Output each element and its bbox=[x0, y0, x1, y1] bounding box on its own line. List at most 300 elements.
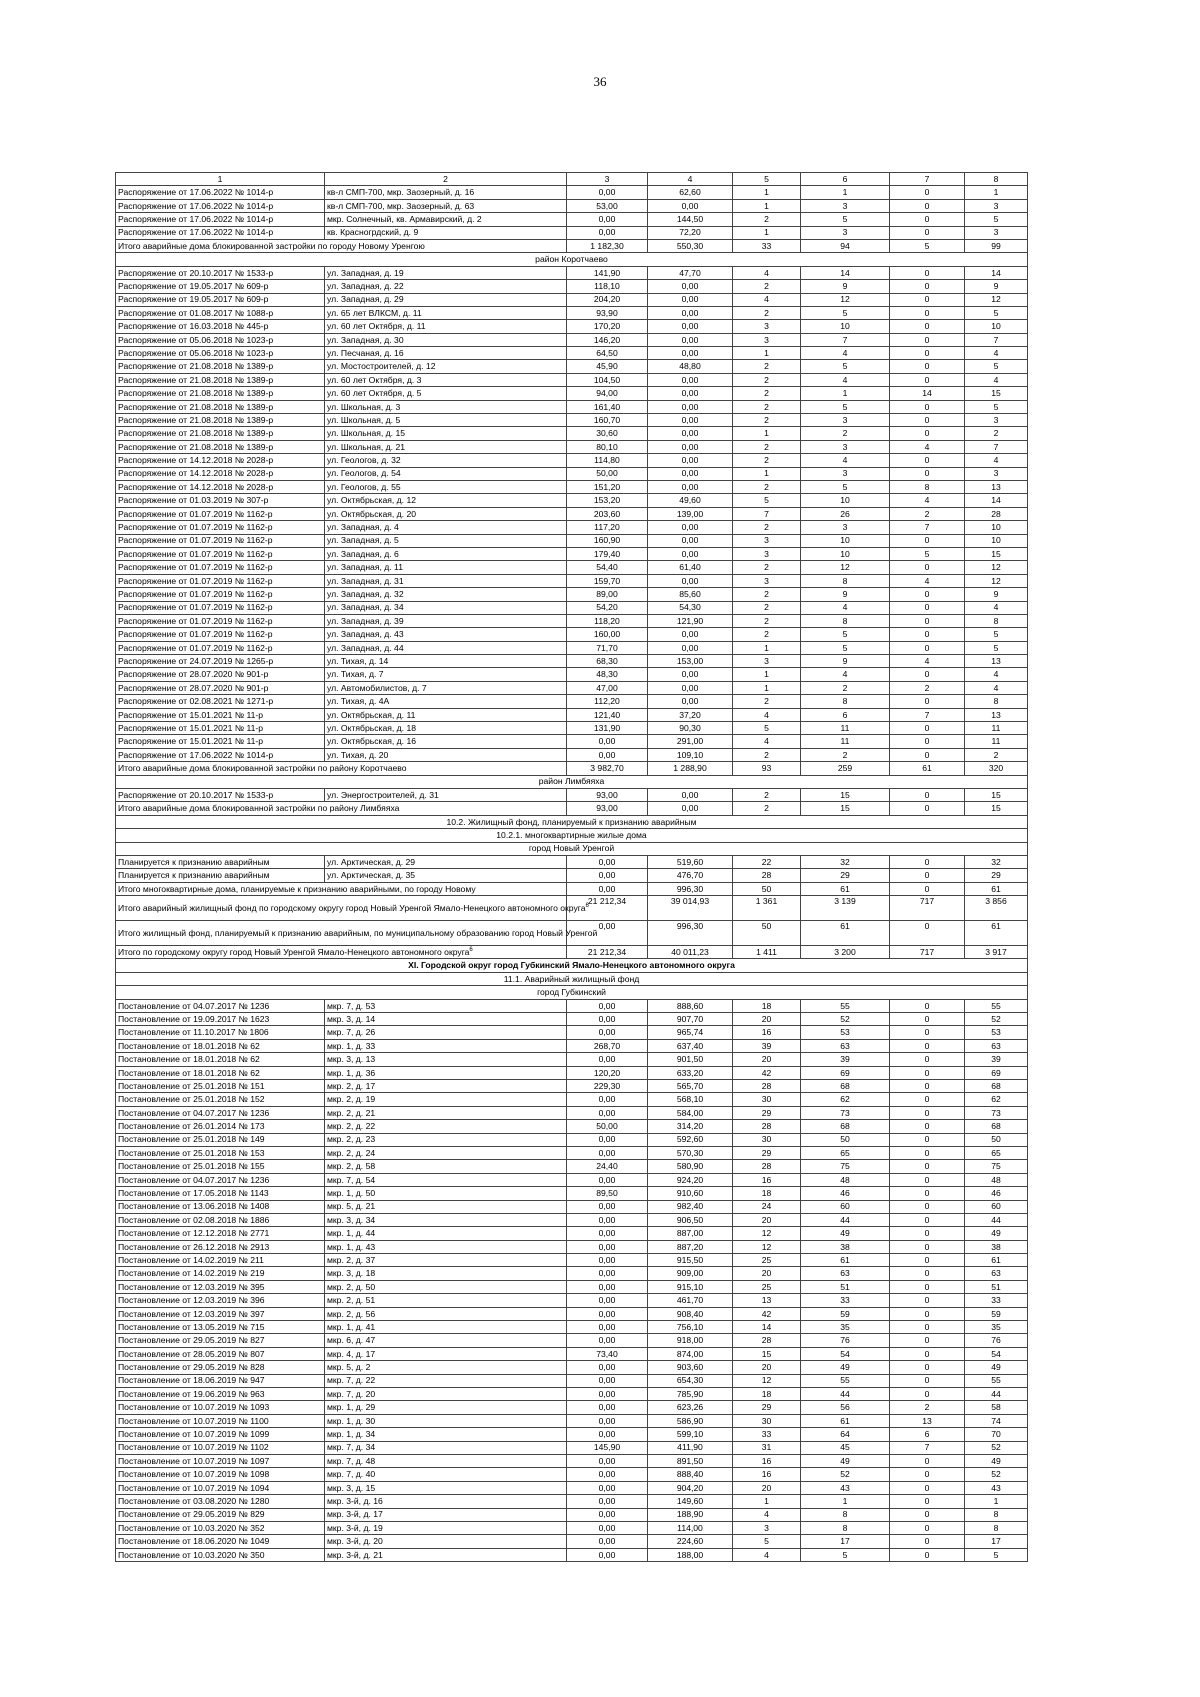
value-cell: 1 bbox=[965, 1495, 1028, 1508]
value-cell: 0,00 bbox=[648, 347, 733, 360]
document-cell: Планируется к признанию аварийным bbox=[116, 855, 325, 868]
value-cell: 4 bbox=[965, 347, 1028, 360]
document-cell: Постановление от 10.07.2019 № 1098 bbox=[116, 1468, 325, 1481]
value-cell: 1 bbox=[801, 1495, 890, 1508]
value-cell: 4 bbox=[801, 347, 890, 360]
value-cell: 70 bbox=[965, 1428, 1028, 1441]
value-cell: 0 bbox=[890, 1280, 965, 1293]
column-number: 4 bbox=[648, 173, 733, 186]
value-cell: 224,60 bbox=[648, 1535, 733, 1548]
value-cell: 69 bbox=[801, 1066, 890, 1079]
value-cell: 0,00 bbox=[567, 1454, 648, 1467]
table-row bbox=[116, 494, 1028, 507]
value-cell: 14 bbox=[801, 266, 890, 279]
address-cell: мкр. 7, д. 34 bbox=[325, 1441, 567, 1454]
table-row bbox=[116, 1106, 1028, 1119]
value-cell: 63 bbox=[801, 1039, 890, 1052]
document-cell: Постановление от 10.07.2019 № 1093 bbox=[116, 1401, 325, 1414]
table-row bbox=[116, 1401, 1028, 1414]
address-cell: ул. Западная, д. 39 bbox=[325, 614, 567, 627]
value-cell: 188,00 bbox=[648, 1548, 733, 1561]
value-cell: 904,20 bbox=[648, 1481, 733, 1494]
value-cell: 0 bbox=[890, 1521, 965, 1534]
table-row bbox=[116, 1026, 1028, 1039]
document-cell: Распоряжение от 01.03.2019 № 307-р bbox=[116, 494, 325, 507]
value-cell: 2 bbox=[733, 280, 801, 293]
value-cell: 0 bbox=[890, 427, 965, 440]
address-cell: мкр. 2, д. 51 bbox=[325, 1294, 567, 1307]
table-row bbox=[116, 186, 1028, 199]
value-cell: 0,00 bbox=[567, 1481, 648, 1494]
value-cell: 75 bbox=[965, 1160, 1028, 1173]
table-row bbox=[116, 574, 1028, 587]
value-cell: 982,40 bbox=[648, 1200, 733, 1213]
value-cell: 908,40 bbox=[648, 1307, 733, 1320]
value-cell: 68,30 bbox=[567, 655, 648, 668]
value-cell: 15 bbox=[965, 547, 1028, 560]
value-cell: 4 bbox=[733, 1508, 801, 1521]
value-cell: 94 bbox=[801, 239, 890, 252]
address-cell: ул. Октябрьская, д. 20 bbox=[325, 507, 567, 520]
value-cell: 63 bbox=[965, 1267, 1028, 1280]
address-cell: ул. Автомобилистов, д. 7 bbox=[325, 681, 567, 694]
address-cell: ул. Геологов, д. 55 bbox=[325, 480, 567, 493]
value-cell: 599,10 bbox=[648, 1428, 733, 1441]
table-row bbox=[116, 722, 1028, 735]
value-cell: 1 411 bbox=[733, 946, 801, 959]
column-number: 6 bbox=[801, 173, 890, 186]
value-cell: 4 bbox=[965, 601, 1028, 614]
value-cell: 15 bbox=[801, 802, 890, 815]
document-cell: Постановление от 10.07.2019 № 1097 bbox=[116, 1454, 325, 1467]
total-row bbox=[116, 896, 1028, 921]
address-cell: ул. Школьная, д. 15 bbox=[325, 427, 567, 440]
value-cell: 0,00 bbox=[648, 668, 733, 681]
value-cell: 53 bbox=[965, 1026, 1028, 1039]
value-cell: 0,00 bbox=[567, 1307, 648, 1320]
table-row bbox=[116, 1361, 1028, 1374]
value-cell: 63 bbox=[801, 1267, 890, 1280]
value-cell: 65 bbox=[965, 1146, 1028, 1159]
value-cell: 50,00 bbox=[567, 467, 648, 480]
value-cell: 0,00 bbox=[567, 1334, 648, 1347]
value-cell: 654,30 bbox=[648, 1374, 733, 1387]
document-cell: Постановление от 04.07.2017 № 1236 bbox=[116, 1106, 325, 1119]
value-cell: 2 bbox=[733, 414, 801, 427]
value-cell: 104,50 bbox=[567, 373, 648, 386]
value-cell: 170,20 bbox=[567, 320, 648, 333]
value-cell: 13 bbox=[733, 1294, 801, 1307]
table-row bbox=[116, 320, 1028, 333]
address-cell: мкр. 7, д. 22 bbox=[325, 1374, 567, 1387]
document-cell: Постановление от 18.06.2019 № 947 bbox=[116, 1374, 325, 1387]
value-cell: 0 bbox=[890, 1240, 965, 1253]
value-cell: 7 bbox=[801, 333, 890, 346]
value-cell: 0,00 bbox=[648, 306, 733, 319]
value-cell: 3 bbox=[801, 440, 890, 453]
value-cell: 3 bbox=[733, 320, 801, 333]
table-row bbox=[116, 1454, 1028, 1467]
value-cell: 8 bbox=[965, 1521, 1028, 1534]
table-row bbox=[116, 1227, 1028, 1240]
value-cell: 52 bbox=[965, 1441, 1028, 1454]
value-cell: 8 bbox=[801, 614, 890, 627]
address-cell: ул. Западная, д. 22 bbox=[325, 280, 567, 293]
value-cell: 131,90 bbox=[567, 722, 648, 735]
table-row bbox=[116, 226, 1028, 239]
address-cell: кв-л СМП-700, мкр. Заозерный, д. 63 bbox=[325, 199, 567, 212]
address-cell: ул. Октябрьская, д. 11 bbox=[325, 708, 567, 721]
value-cell: 0,00 bbox=[567, 869, 648, 882]
value-cell: 0 bbox=[890, 467, 965, 480]
address-cell: ул. Западная, д. 5 bbox=[325, 534, 567, 547]
value-cell: 85,60 bbox=[648, 588, 733, 601]
value-cell: 3 bbox=[733, 333, 801, 346]
value-cell: 49 bbox=[801, 1227, 890, 1240]
value-cell: 0 bbox=[890, 588, 965, 601]
total-label: Итого аварийные дома блокированной застройки по району Лимбяяха bbox=[116, 802, 567, 815]
section-heading-row bbox=[116, 815, 1028, 828]
total-row bbox=[116, 946, 1028, 959]
value-cell: 30 bbox=[733, 1093, 801, 1106]
value-cell: 1 bbox=[733, 427, 801, 440]
value-cell: 15 bbox=[965, 788, 1028, 801]
value-cell: 10 bbox=[965, 521, 1028, 534]
address-cell: мкр. 2, д. 19 bbox=[325, 1093, 567, 1106]
table-row bbox=[116, 1053, 1028, 1066]
value-cell: 0 bbox=[890, 1173, 965, 1186]
value-cell: 570,30 bbox=[648, 1146, 733, 1159]
value-cell: 9 bbox=[801, 655, 890, 668]
table-row bbox=[116, 360, 1028, 373]
value-cell: 0,00 bbox=[567, 999, 648, 1012]
section-heading: город Губкинский bbox=[116, 986, 1028, 999]
value-cell: 0 bbox=[890, 266, 965, 279]
value-cell: 0 bbox=[890, 601, 965, 614]
value-cell: 2 bbox=[733, 802, 801, 815]
value-cell: 996,30 bbox=[648, 921, 733, 946]
document-cell: Распоряжение от 17.06.2022 № 1014-р bbox=[116, 199, 325, 212]
value-cell: 18 bbox=[733, 1187, 801, 1200]
value-cell: 3 bbox=[733, 1521, 801, 1534]
document-cell: Постановление от 29.05.2019 № 829 bbox=[116, 1508, 325, 1521]
section-heading-row bbox=[116, 972, 1028, 985]
value-cell: 7 bbox=[890, 708, 965, 721]
value-cell: 39 bbox=[801, 1053, 890, 1066]
page-number: 36 bbox=[593, 74, 607, 89]
value-cell: 30 bbox=[733, 1133, 801, 1146]
value-cell: 0,00 bbox=[567, 1361, 648, 1374]
table-row bbox=[116, 1548, 1028, 1561]
table-row bbox=[116, 695, 1028, 708]
table-row bbox=[116, 373, 1028, 386]
value-cell: 13 bbox=[965, 480, 1028, 493]
table-row bbox=[116, 735, 1028, 748]
value-cell: 42 bbox=[733, 1307, 801, 1320]
value-cell: 73 bbox=[965, 1106, 1028, 1119]
value-cell: 42 bbox=[733, 1066, 801, 1079]
value-cell: 114,00 bbox=[648, 1521, 733, 1534]
value-cell: 0 bbox=[890, 373, 965, 386]
address-cell: мкр. 3, д. 14 bbox=[325, 1013, 567, 1026]
value-cell: 0,00 bbox=[567, 1548, 648, 1561]
section-heading: город Новый Уренгой bbox=[116, 842, 1028, 855]
value-cell: 60 bbox=[965, 1200, 1028, 1213]
value-cell: 50 bbox=[733, 882, 801, 895]
value-cell: 1 288,90 bbox=[648, 762, 733, 775]
value-cell: 0,00 bbox=[567, 921, 648, 946]
column-number: 1 bbox=[116, 173, 325, 186]
value-cell: 5 bbox=[801, 400, 890, 413]
value-cell: 0 bbox=[890, 1187, 965, 1200]
address-cell: мкр. Солнечный, кв. Армавирский, д. 2 bbox=[325, 213, 567, 226]
value-cell: 3 bbox=[801, 226, 890, 239]
value-cell: 68 bbox=[965, 1080, 1028, 1093]
value-cell: 0,00 bbox=[567, 1213, 648, 1226]
document-cell: Распоряжение от 19.05.2017 № 609-р bbox=[116, 280, 325, 293]
value-cell: 109,10 bbox=[648, 748, 733, 761]
value-cell: 0 bbox=[890, 748, 965, 761]
value-cell: 0,00 bbox=[648, 534, 733, 547]
value-cell: 887,20 bbox=[648, 1240, 733, 1253]
value-cell: 12 bbox=[733, 1374, 801, 1387]
table-row bbox=[116, 1187, 1028, 1200]
value-cell: 0,00 bbox=[567, 882, 648, 895]
value-cell: 0 bbox=[890, 1468, 965, 1481]
value-cell: 0,00 bbox=[567, 1053, 648, 1066]
value-cell: 568,10 bbox=[648, 1093, 733, 1106]
value-cell: 16 bbox=[733, 1026, 801, 1039]
value-cell: 7 bbox=[965, 333, 1028, 346]
address-cell: ул. Песчаная, д. 16 bbox=[325, 347, 567, 360]
value-cell: 16 bbox=[733, 1454, 801, 1467]
address-cell: мкр. 3-й, д. 21 bbox=[325, 1548, 567, 1561]
value-cell: 5 bbox=[965, 213, 1028, 226]
table-row bbox=[116, 1414, 1028, 1427]
document-cell: Распоряжение от 24.07.2019 № 1265-р bbox=[116, 655, 325, 668]
table-row bbox=[116, 1039, 1028, 1052]
document-cell: Постановление от 13.06.2018 № 1408 bbox=[116, 1200, 325, 1213]
section-heading-row bbox=[116, 253, 1028, 266]
total-row bbox=[116, 762, 1028, 775]
document-cell: Постановление от 10.07.2019 № 1100 bbox=[116, 1414, 325, 1427]
document-cell: Распоряжение от 21.08.2018 № 1389-р bbox=[116, 400, 325, 413]
value-cell: 93,90 bbox=[567, 306, 648, 319]
value-cell: 901,50 bbox=[648, 1053, 733, 1066]
value-cell: 20 bbox=[733, 1361, 801, 1374]
value-cell: 0 bbox=[890, 1307, 965, 1320]
document-cell: Распоряжение от 16.03.2018 № 445-р bbox=[116, 320, 325, 333]
value-cell: 0 bbox=[890, 1146, 965, 1159]
value-cell: 1 bbox=[801, 387, 890, 400]
document-cell: Постановление от 17.05.2018 № 1143 bbox=[116, 1187, 325, 1200]
address-cell: ул. Западная, д. 31 bbox=[325, 574, 567, 587]
value-cell: 0 bbox=[890, 360, 965, 373]
table-row bbox=[116, 1441, 1028, 1454]
value-cell: 146,20 bbox=[567, 333, 648, 346]
document-cell: Распоряжение от 21.08.2018 № 1389-р bbox=[116, 414, 325, 427]
value-cell: 0 bbox=[890, 1013, 965, 1026]
table-row bbox=[116, 280, 1028, 293]
value-cell: 179,40 bbox=[567, 547, 648, 560]
value-cell: 4 bbox=[965, 668, 1028, 681]
address-cell: ул. Октябрьская, д. 16 bbox=[325, 735, 567, 748]
value-cell: 4 bbox=[733, 1548, 801, 1561]
value-cell: 259 bbox=[801, 762, 890, 775]
value-cell: 30 bbox=[733, 1414, 801, 1427]
document-cell: Постановление от 04.07.2017 № 1236 bbox=[116, 999, 325, 1012]
value-cell: 49 bbox=[801, 1361, 890, 1374]
document-cell: Распоряжение от 14.12.2018 № 2028-р bbox=[116, 467, 325, 480]
table-row bbox=[116, 467, 1028, 480]
address-cell: мкр. 3-й, д. 19 bbox=[325, 1521, 567, 1534]
document-cell: Постановление от 04.07.2017 № 1236 bbox=[116, 1173, 325, 1186]
document-cell: Постановление от 25.01.2018 № 155 bbox=[116, 1160, 325, 1173]
document-cell: Постановление от 12.03.2019 № 395 bbox=[116, 1280, 325, 1293]
total-row bbox=[116, 239, 1028, 252]
address-cell: ул. Тихая, д. 14 bbox=[325, 655, 567, 668]
value-cell: 2 bbox=[733, 588, 801, 601]
value-cell: 910,60 bbox=[648, 1187, 733, 1200]
document-cell: Распоряжение от 28.07.2020 № 901-р bbox=[116, 681, 325, 694]
value-cell: 68 bbox=[801, 1080, 890, 1093]
value-cell: 5 bbox=[965, 306, 1028, 319]
table-row bbox=[116, 454, 1028, 467]
value-cell: 314,20 bbox=[648, 1120, 733, 1133]
document-cell: Постановление от 19.09.2017 № 1623 bbox=[116, 1013, 325, 1026]
table-row bbox=[116, 1200, 1028, 1213]
value-cell: 7 bbox=[965, 440, 1028, 453]
address-cell: ул. Западная, д. 34 bbox=[325, 601, 567, 614]
table-row bbox=[116, 1080, 1028, 1093]
table-row bbox=[116, 1334, 1028, 1347]
value-cell: 965,74 bbox=[648, 1026, 733, 1039]
address-cell: мкр. 3, д. 34 bbox=[325, 1213, 567, 1226]
value-cell: 11 bbox=[801, 722, 890, 735]
value-cell: 53,00 bbox=[567, 199, 648, 212]
value-cell: 5 bbox=[965, 641, 1028, 654]
value-cell: 20 bbox=[733, 1267, 801, 1280]
value-cell: 0 bbox=[890, 668, 965, 681]
address-cell: мкр. 7, д. 54 bbox=[325, 1173, 567, 1186]
value-cell: 28 bbox=[733, 1334, 801, 1347]
value-cell: 0 bbox=[890, 628, 965, 641]
value-cell: 5 bbox=[890, 239, 965, 252]
value-cell: 39 014,93 bbox=[648, 896, 733, 921]
value-cell: 65 bbox=[801, 1146, 890, 1159]
document-cell: Постановление от 26.12.2018 № 2913 bbox=[116, 1240, 325, 1253]
value-cell: 93,00 bbox=[567, 788, 648, 801]
table-row bbox=[116, 628, 1028, 641]
value-cell: 59 bbox=[965, 1307, 1028, 1320]
value-cell: 3 bbox=[733, 574, 801, 587]
value-cell: 160,00 bbox=[567, 628, 648, 641]
value-cell: 0 bbox=[890, 199, 965, 212]
table-row bbox=[116, 1428, 1028, 1441]
value-cell: 0,00 bbox=[648, 333, 733, 346]
value-cell: 2 bbox=[733, 748, 801, 761]
value-cell: 0 bbox=[890, 722, 965, 735]
address-cell: ул. 60 лет Октября, д. 11 bbox=[325, 320, 567, 333]
address-cell: ул. Западная, д. 44 bbox=[325, 641, 567, 654]
value-cell: 13 bbox=[965, 655, 1028, 668]
value-cell: 0 bbox=[890, 1321, 965, 1334]
value-cell: 1 bbox=[733, 199, 801, 212]
address-cell: ул. Западная, д. 29 bbox=[325, 293, 567, 306]
value-cell: 3 982,70 bbox=[567, 762, 648, 775]
total-row bbox=[116, 802, 1028, 815]
value-cell: 46 bbox=[801, 1187, 890, 1200]
value-cell: 476,70 bbox=[648, 869, 733, 882]
address-cell: ул. Октябрьская, д. 18 bbox=[325, 722, 567, 735]
document-cell: Постановление от 13.05.2019 № 715 bbox=[116, 1321, 325, 1334]
value-cell: 44 bbox=[801, 1213, 890, 1226]
table-row bbox=[116, 1093, 1028, 1106]
value-cell: 0,00 bbox=[567, 1508, 648, 1521]
value-cell: 0,00 bbox=[648, 628, 733, 641]
value-cell: 0,00 bbox=[567, 1495, 648, 1508]
value-cell: 0,00 bbox=[648, 695, 733, 708]
address-cell: мкр. 1, д. 33 bbox=[325, 1039, 567, 1052]
value-cell: 8 bbox=[801, 1508, 890, 1521]
value-cell: 550,30 bbox=[648, 239, 733, 252]
value-cell: 1 bbox=[733, 641, 801, 654]
section-heading-row bbox=[116, 986, 1028, 999]
value-cell: 12 bbox=[801, 293, 890, 306]
value-cell: 0,00 bbox=[648, 400, 733, 413]
value-cell: 411,90 bbox=[648, 1441, 733, 1454]
table-row bbox=[116, 708, 1028, 721]
table-row bbox=[116, 347, 1028, 360]
value-cell: 61 bbox=[801, 882, 890, 895]
value-cell: 37,20 bbox=[648, 708, 733, 721]
value-cell: 35 bbox=[965, 1321, 1028, 1334]
value-cell: 3 bbox=[965, 226, 1028, 239]
document-cell: Распоряжение от 17.06.2022 № 1014-р bbox=[116, 213, 325, 226]
value-cell: 18 bbox=[733, 1387, 801, 1400]
column-number: 2 bbox=[325, 173, 567, 186]
value-cell: 0,00 bbox=[567, 1146, 648, 1159]
document-cell: Распоряжение от 20.10.2017 № 1533-р bbox=[116, 788, 325, 801]
value-cell: 38 bbox=[801, 1240, 890, 1253]
document-cell: Постановление от 11.10.2017 № 1806 bbox=[116, 1026, 325, 1039]
value-cell: 61 bbox=[965, 1254, 1028, 1267]
value-cell: 2 bbox=[733, 454, 801, 467]
value-cell: 0,00 bbox=[648, 547, 733, 560]
value-cell: 50 bbox=[801, 1133, 890, 1146]
value-cell: 33 bbox=[733, 1428, 801, 1441]
value-cell: 888,40 bbox=[648, 1468, 733, 1481]
value-cell: 55 bbox=[801, 999, 890, 1012]
value-cell: 0,00 bbox=[648, 373, 733, 386]
value-cell: 0 bbox=[890, 1213, 965, 1226]
value-cell: 5 bbox=[965, 1548, 1028, 1561]
footnote-marker: 6 bbox=[469, 947, 473, 954]
document-cell: Постановление от 14.02.2019 № 219 bbox=[116, 1267, 325, 1280]
value-cell: 924,20 bbox=[648, 1173, 733, 1186]
table-row bbox=[116, 999, 1028, 1012]
table-row bbox=[116, 655, 1028, 668]
total-row bbox=[116, 882, 1028, 895]
value-cell: 54,20 bbox=[567, 601, 648, 614]
table-row bbox=[116, 1387, 1028, 1400]
value-cell: 3 856 bbox=[965, 896, 1028, 921]
value-cell: 68 bbox=[801, 1120, 890, 1133]
value-cell: 8 bbox=[965, 1508, 1028, 1521]
table-row bbox=[116, 1508, 1028, 1521]
value-cell: 2 bbox=[965, 427, 1028, 440]
value-cell: 8 bbox=[801, 574, 890, 587]
